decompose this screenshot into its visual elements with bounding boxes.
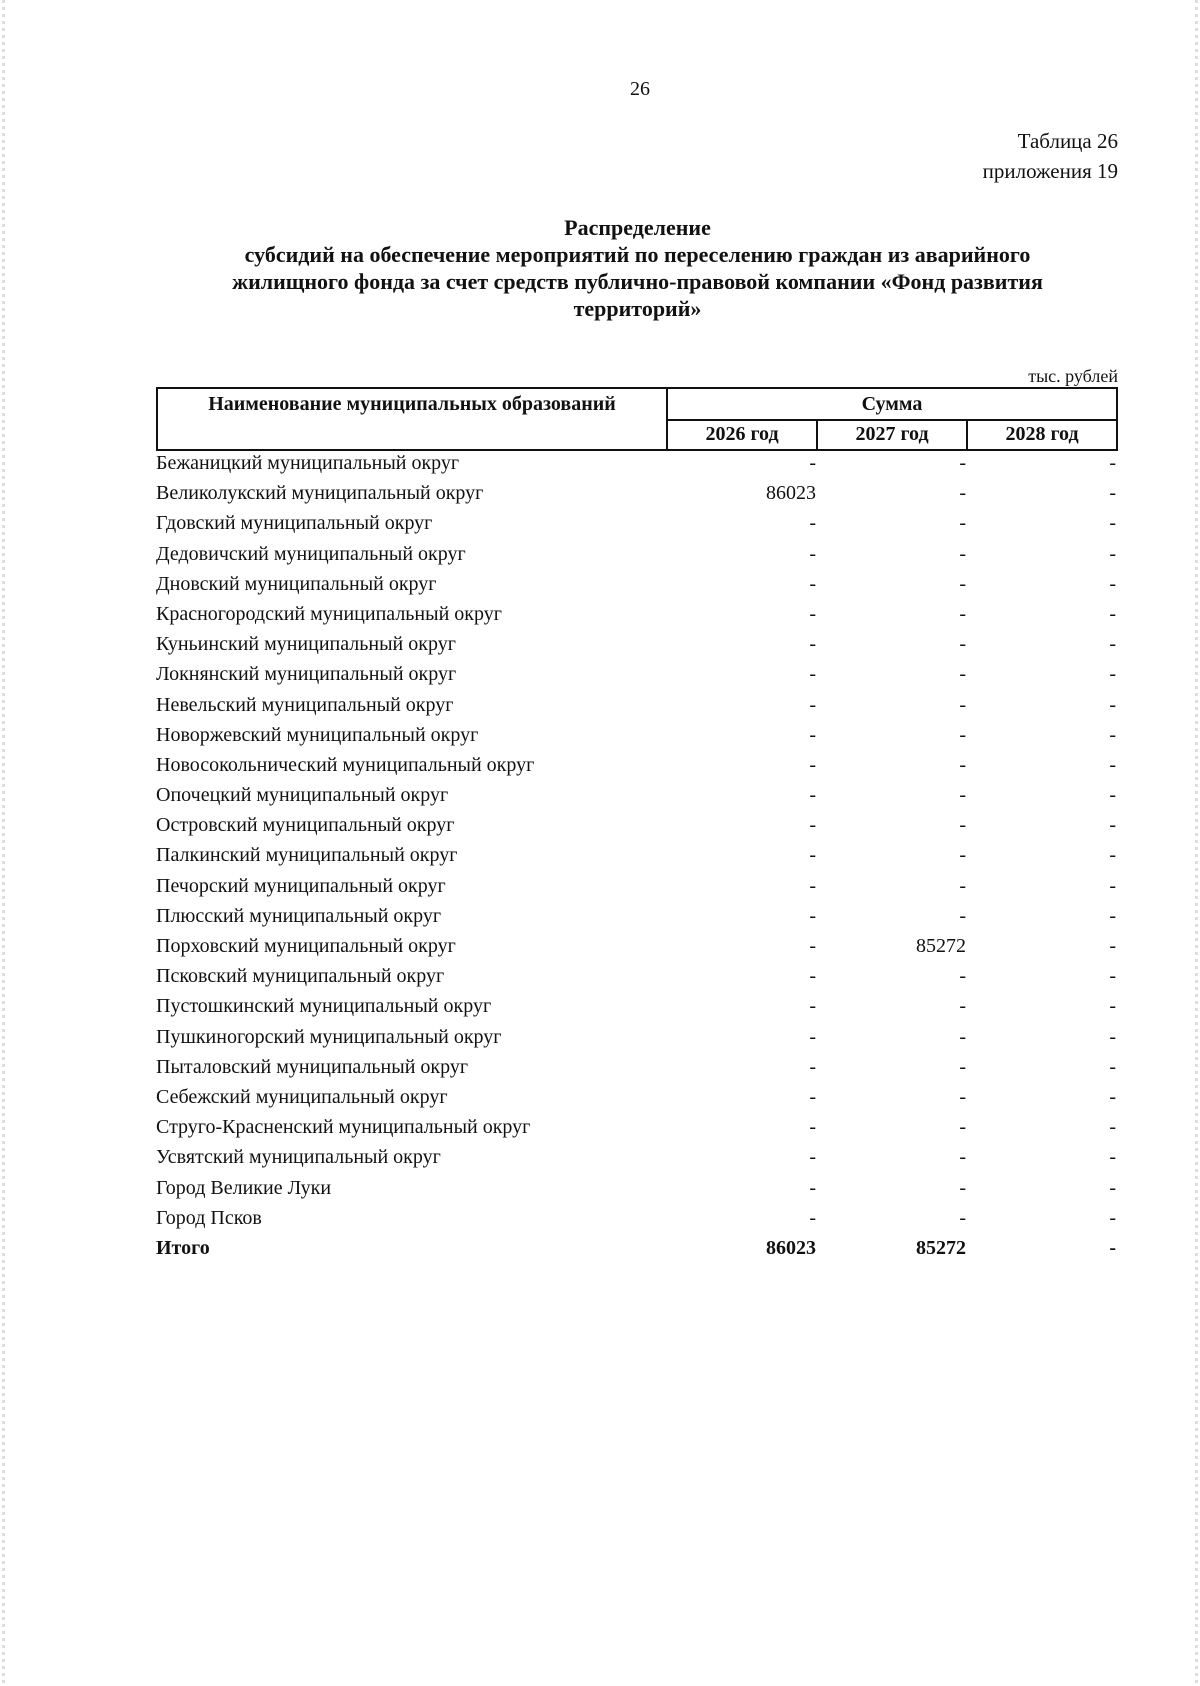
scan-edge-right	[1195, 0, 1198, 1686]
municipality-name: Новосокольнический муниципальный округ	[156, 753, 535, 776]
amount-2026: -	[809, 633, 816, 656]
amount-2028: -	[1109, 452, 1116, 474]
amount-2027: -	[959, 784, 966, 807]
table-row	[156, 1144, 1118, 1174]
amount-2027: -	[959, 693, 966, 716]
amount-2028: -	[1109, 602, 1116, 625]
amount-2028: -	[1109, 904, 1116, 927]
table-row	[156, 541, 1118, 571]
amount-2028: -	[1109, 1025, 1116, 1048]
municipality-name: Пушкиногорский муниципальный округ	[156, 1025, 502, 1048]
municipality-name: Локнянский муниципальный округ	[156, 663, 457, 686]
amount-2028: -	[1109, 542, 1116, 565]
amount-2026: -	[809, 542, 816, 565]
table-row	[156, 480, 1118, 510]
amount-2028: -	[1109, 1116, 1116, 1139]
table-row	[156, 873, 1118, 903]
amount-2028: -	[1109, 1055, 1116, 1078]
amount-2027: 85272	[916, 1236, 966, 1259]
amount-2026: -	[809, 965, 816, 988]
municipality-name: Пустошкинский муниципальный округ	[156, 995, 492, 1018]
amount-2027: -	[959, 482, 966, 505]
amount-2026: -	[809, 1025, 816, 1048]
table-row	[156, 1054, 1118, 1084]
amount-2028: -	[1109, 1176, 1116, 1199]
amount-2027: -	[959, 512, 966, 535]
amount-2027: -	[959, 753, 966, 776]
amount-2026: -	[809, 995, 816, 1018]
amount-2028: -	[1109, 512, 1116, 535]
table-row	[156, 782, 1118, 812]
amount-2027: -	[959, 572, 966, 595]
amount-2026: -	[809, 1146, 816, 1169]
page-number: 26	[630, 78, 650, 100]
amount-2027: -	[959, 1025, 966, 1048]
amount-2028: -	[1109, 965, 1116, 988]
amount-2026: -	[809, 1116, 816, 1139]
amount-2028: -	[1109, 572, 1116, 595]
municipality-name: Великолукский муниципальный округ	[156, 482, 484, 505]
header-year-2027: 2027 год	[818, 421, 968, 449]
amount-2026: 86023	[766, 482, 816, 505]
amount-2026: -	[809, 753, 816, 776]
amount-2028: -	[1109, 1206, 1116, 1229]
title-line-4: территорий»	[573, 296, 702, 321]
table-row	[156, 692, 1118, 722]
municipality-name: Печорский муниципальный округ	[156, 874, 446, 897]
table-row	[156, 661, 1118, 691]
table-row	[156, 631, 1118, 661]
amount-2027: -	[959, 904, 966, 927]
municipality-name: Бежаницкий муниципальный округ	[156, 452, 460, 474]
amount-2026: 86023	[766, 1236, 816, 1259]
amount-2028: -	[1109, 1146, 1116, 1169]
annex-table-number: Таблица 26	[1017, 129, 1118, 153]
municipality-name: Островский муниципальный округ	[156, 814, 455, 837]
header-year-2026: 2026 год	[668, 421, 818, 449]
amount-2027: -	[959, 1206, 966, 1229]
table-row	[156, 450, 1118, 480]
scan-edge-left	[2, 0, 5, 1686]
amount-2028: -	[1109, 663, 1116, 686]
amount-2027: -	[959, 723, 966, 746]
amount-2028: -	[1109, 874, 1116, 897]
header-sum: Сумма	[668, 389, 1116, 421]
amount-2027: -	[959, 452, 966, 474]
amount-2026: -	[809, 1055, 816, 1078]
amount-2026: -	[809, 874, 816, 897]
table-row	[156, 1175, 1118, 1205]
municipality-name: Куньинский муниципальный округ	[156, 633, 456, 656]
amount-2027: -	[959, 633, 966, 656]
amount-2026: -	[809, 935, 816, 957]
table-row	[156, 963, 1118, 993]
amount-2027: -	[959, 1085, 966, 1108]
amount-2026: -	[809, 1085, 816, 1108]
amount-2027: -	[959, 602, 966, 625]
header-year-2028: 2028 год	[1005, 423, 1079, 445]
amount-2028: -	[1109, 995, 1116, 1018]
table-row	[156, 722, 1118, 752]
amount-2026: -	[809, 904, 816, 927]
municipality-name: Новоржевский муниципальный округ	[156, 723, 479, 746]
table-body	[156, 450, 1118, 1265]
title-line-1: Распределение	[564, 215, 711, 240]
municipality-name: Плюсский муниципальный округ	[156, 904, 442, 927]
amount-2028: -	[1109, 814, 1116, 837]
municipality-name: Дновский муниципальный округ	[156, 572, 437, 595]
municipality-name: Опочецкий муниципальный округ	[156, 784, 449, 807]
table-row	[156, 1114, 1118, 1144]
amount-2026: -	[809, 572, 816, 595]
total-label: Итого	[156, 1236, 210, 1259]
annex-appendix-number: приложения 19	[982, 159, 1118, 183]
amount-2026: -	[809, 452, 816, 474]
table-row	[156, 1024, 1118, 1054]
amount-2028: -	[1109, 1236, 1116, 1259]
table-row	[156, 1205, 1118, 1235]
amount-2027: -	[959, 814, 966, 837]
table-row	[156, 571, 1118, 601]
table-row	[156, 601, 1118, 631]
amount-2028: -	[1109, 1085, 1116, 1108]
table-row	[156, 1084, 1118, 1114]
municipality-name: Пыталовский муниципальный округ	[156, 1055, 469, 1078]
amount-2027: 85272	[916, 935, 966, 957]
municipality-name: Струго-Красненский муниципальный округ	[156, 1116, 531, 1139]
amount-2026: -	[809, 602, 816, 625]
municipality-name: Невельский муниципальный округ	[156, 693, 454, 716]
municipality-name: Город Великие Луки	[156, 1176, 332, 1199]
municipality-name: Усвятский муниципальный округ	[156, 1146, 441, 1169]
document-title	[150, 214, 1125, 322]
amount-2027: -	[959, 663, 966, 686]
table-row	[156, 903, 1118, 933]
municipality-name: Дедовичский муниципальный округ	[156, 542, 466, 565]
amount-2028: -	[1109, 935, 1116, 957]
amount-2026: -	[809, 693, 816, 716]
amount-2027: -	[959, 1176, 966, 1199]
amount-2026: -	[809, 784, 816, 807]
title-line-3: жилищного фонда за счет средств публично-правовой компании «Фонд развития	[232, 269, 1043, 294]
amount-2026: -	[809, 844, 816, 867]
units-label: тыс. рублей	[1028, 366, 1118, 386]
header-name-column: Наименование муниципальных образований	[158, 389, 668, 449]
municipality-name: Гдовский муниципальный округ	[156, 512, 433, 535]
amount-2028: -	[1109, 633, 1116, 656]
annex-reference	[983, 126, 1118, 186]
municipality-name: Красногородский муниципальный округ	[156, 602, 502, 625]
amount-2028: -	[1109, 693, 1116, 716]
table-total-row	[156, 1235, 1118, 1265]
amount-2027: -	[959, 1146, 966, 1169]
amount-2028: -	[1109, 844, 1116, 867]
municipality-name: Порховский муниципальный округ	[156, 935, 456, 957]
amount-2026: -	[809, 814, 816, 837]
amount-2026: -	[809, 663, 816, 686]
amount-2028: -	[1109, 723, 1116, 746]
table-row	[156, 752, 1118, 782]
table-row	[156, 812, 1118, 842]
table-row	[156, 993, 1118, 1023]
amount-2026: -	[809, 1176, 816, 1199]
amount-2026: -	[809, 512, 816, 535]
table-row	[156, 933, 1118, 963]
municipality-name: Себежский муниципальный округ	[156, 1085, 448, 1108]
amount-2028: -	[1109, 753, 1116, 776]
amount-2027: -	[959, 995, 966, 1018]
table-header	[156, 387, 1118, 451]
amount-2026: -	[809, 723, 816, 746]
amount-2027: -	[959, 965, 966, 988]
amount-2028: -	[1109, 784, 1116, 807]
amount-2027: -	[959, 542, 966, 565]
amount-2028: -	[1109, 482, 1116, 505]
amount-2027: -	[959, 1055, 966, 1078]
table-row	[156, 510, 1118, 540]
municipality-name: Псковский муниципальный округ	[156, 965, 445, 988]
amount-2027: -	[959, 844, 966, 867]
title-line-2: субсидий на обеспечение мероприятий по переселению граждан из аварийного	[244, 242, 1031, 267]
amount-2027: -	[959, 1116, 966, 1139]
amount-2026: -	[809, 1206, 816, 1229]
municipality-name: Город Псков	[156, 1206, 262, 1229]
table-row	[156, 842, 1118, 872]
municipality-name: Палкинский муниципальный округ	[156, 844, 458, 867]
amount-2027: -	[959, 874, 966, 897]
